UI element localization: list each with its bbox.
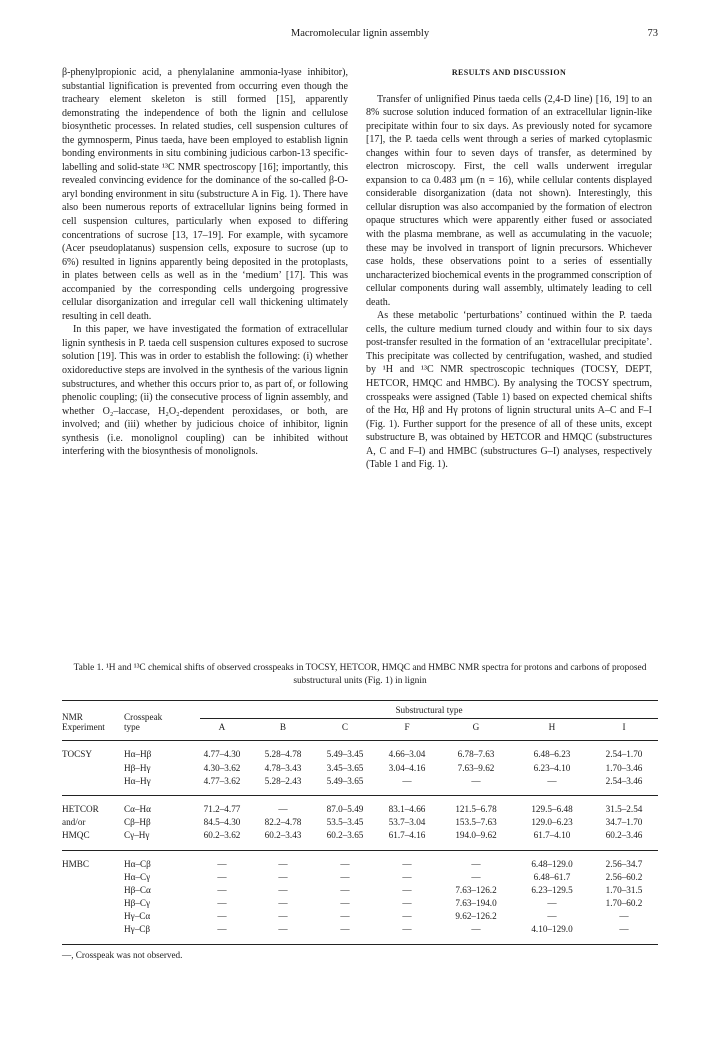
experiment-cell: HMQC — [62, 830, 90, 841]
value-cell: 53.7–3.04 — [388, 817, 426, 828]
value-cell: 60.2–3.46 — [605, 830, 643, 841]
value-cell: 6.23–4.10 — [533, 762, 571, 773]
value-cell: — — [278, 803, 288, 814]
value-cell: 5.28–4.78 — [264, 749, 302, 760]
group-header — [192, 701, 658, 723]
value-cell: 4.77–4.30 — [203, 749, 241, 760]
col-crosspeak-header-2: type — [124, 722, 140, 733]
value-cell: — — [217, 871, 227, 882]
value-cell: — — [402, 884, 412, 895]
col-header-G: G — [472, 722, 480, 733]
value-cell: 7.63–194.0 — [455, 898, 497, 909]
value-cell: — — [471, 775, 481, 786]
value-cell: — — [278, 871, 288, 882]
col-header-A: A — [218, 722, 226, 733]
col-header-C: C — [341, 722, 349, 733]
value-cell: 3.04–4.16 — [388, 762, 426, 773]
value-cell: — — [547, 911, 557, 922]
spacer-row — [62, 741, 658, 750]
value-cell: 2.56–60.2 — [605, 871, 643, 882]
right-column — [366, 66, 652, 472]
value-cell: 129.5–6.48 — [531, 803, 573, 814]
value-cell: 5.49–3.45 — [326, 749, 364, 760]
experiment-cell — [62, 924, 124, 944]
crosspeak-type-cell: Hβ–Cα — [124, 884, 151, 895]
body-paragraph: As these metabolic ‘perturbations’ continued within the P. taeda cells, the culture medium turned cloudy and within four to six days post-transfer resulted in the formation of an ‘extracellular precipitate’. This precipitate was collected by centrifugation, washed, and studied by ¹H and ¹³C NMR spectroscopic techniques (TOCSY, DEPT, HETCOR, HMQC and HMBC). By analysing the TOCSY spectrum, crosspeaks were assigned (Table 1) based on expected chemical shifts of the Hα, Hβ and Hγ protons of lignin structural units A–C and F–I (Fig. 1). Further support for the presence of all of these units, except substructure B, was obtained by HETCOR and HMQC (substructures A, C and F–I) and HMBC (substructures G–I) analyses, respectively (Table 1 and Fig. 1). — [366, 310, 652, 471]
table-row — [62, 830, 658, 850]
table-row — [62, 911, 658, 924]
value-cell: 6.78–7.63 — [457, 749, 495, 760]
experiment-cell — [62, 898, 124, 911]
value-cell: 4.77–3.62 — [203, 775, 241, 786]
table-row — [62, 749, 658, 762]
value-cell: 71.2–4.77 — [203, 803, 241, 814]
value-cell: 6.23–129.5 — [531, 884, 573, 895]
body-paragraph: β-phenylpropionic acid, a phenylalanine ammonia-lyase inhibitor), substantial lignification is prevented from occurring even though the tracheary element skeleton is still formed [15], apparently demonstrating the independence of both the lignin and cellulose biosynthetic processes. In related studies, cell suspension cultures of the gymnosperm, Pinus taeda, have been employed to establish lignin bonding environments in situ combining judicious carbon-13 specific-labelling and solid-state ¹³C NMR spectroscopy [16]; importantly, this revealed convincing evidence for the dominance of the so-called β-O-aryl bonding environment in situ (substructure A in Fig. 1). There have also been numerous reports of extracellular lignins being formed in cell suspension cultures, particularly when exposed to differing concentrations of sucrose [13, 17–19]. For example, with sycamore (Acer pseudoplatanus) suspension cells, exposure to sucrose (up to 6%) resulted in lignins apparently being deposited in the protoplasts, in plates between cells as well as in the ‘medium’ [17]. This was accompanied by the corresponding cells undergoing progressive cellular disorganization and irregular cell wall thickening ultimately resulting in cell death. — [62, 67, 348, 322]
crosspeak-type-cell: Cβ–Hβ — [124, 817, 151, 828]
value-cell: — — [402, 898, 412, 909]
value-cell: 5.49–3.65 — [326, 775, 364, 786]
value-cell: — — [340, 858, 350, 869]
value-cell: — — [340, 924, 350, 935]
crosspeak-type-cell: Hα–Cγ — [124, 871, 151, 882]
value-cell: — — [402, 911, 412, 922]
nmr-table — [62, 700, 658, 945]
value-cell: — — [278, 884, 288, 895]
value-cell: — — [547, 775, 557, 786]
crosspeak-type-cell: Hγ–Cβ — [124, 924, 151, 935]
value-cell: 82.2–4.78 — [264, 817, 302, 828]
value-cell: — — [340, 911, 350, 922]
col-header-H: H — [548, 722, 556, 733]
value-cell: — — [619, 911, 629, 922]
table-footnote: —, Crosspeak was not observed. — [62, 950, 183, 960]
spacer-row — [62, 795, 658, 804]
col-header-I: I — [622, 722, 626, 733]
value-cell: — — [471, 924, 481, 935]
value-cell: 6.48–129.0 — [531, 858, 573, 869]
value-cell: — — [278, 898, 288, 909]
crosspeak-type-cell: Hβ–Cγ — [124, 898, 151, 909]
value-cell: — — [402, 924, 412, 935]
table-row — [62, 885, 658, 898]
value-cell: 83.1–4.66 — [388, 803, 426, 814]
experiment-cell: HETCOR — [62, 803, 99, 814]
experiment-cell: and/or — [62, 817, 86, 828]
value-cell: 4.10–129.0 — [531, 924, 573, 935]
table-caption: Table 1. ¹H and ¹³C chemical shifts of observed crosspeaks in TOCSY, HETCOR, HMQC and HMBC NMR spectra for protons and carbons of proposed substructural units (Fig. 1) in lignin — [73, 663, 647, 686]
experiment-cell: HMBC — [62, 858, 90, 869]
value-cell: 61.7–4.10 — [533, 830, 571, 841]
value-cell: 3.45–3.65 — [326, 762, 364, 773]
section-heading: RESULTS AND DISCUSSION — [451, 68, 567, 77]
experiment-cell — [62, 885, 124, 898]
running-header — [62, 28, 658, 46]
value-cell: — — [402, 858, 412, 869]
table-row — [62, 898, 658, 911]
experiment-cell — [62, 763, 124, 776]
crosspeak-type-cell: Hα–Hγ — [124, 775, 151, 786]
value-cell: 6.48–6.23 — [533, 749, 571, 760]
value-cell: — — [278, 924, 288, 935]
value-cell: 2.54–1.70 — [605, 749, 643, 760]
value-cell: — — [217, 858, 227, 869]
value-cell: — — [217, 924, 227, 935]
value-cell: — — [402, 871, 412, 882]
value-cell: 87.0–5.49 — [326, 803, 364, 814]
crosspeak-type-cell: Hβ–Hγ — [124, 762, 151, 773]
value-cell: 1.70–31.5 — [605, 884, 643, 895]
value-cell: — — [217, 911, 227, 922]
value-cell: 2.56–34.7 — [605, 858, 643, 869]
value-cell: — — [547, 898, 557, 909]
crosspeak-type-cell: Cγ–Hγ — [124, 830, 150, 841]
experiment-cell: TOCSY — [62, 749, 92, 760]
value-cell: 34.7–1.70 — [605, 817, 643, 828]
value-cell: — — [278, 858, 288, 869]
value-cell: 5.28–2.43 — [264, 775, 302, 786]
value-cell: 4.66–3.04 — [388, 749, 426, 760]
value-cell: — — [402, 775, 412, 786]
value-cell: 53.5–3.45 — [326, 817, 364, 828]
experiment-cell — [62, 872, 124, 885]
substructural-type-label: Substructural type — [200, 705, 658, 719]
table-row — [62, 872, 658, 885]
value-cell: 121.5–6.78 — [455, 803, 497, 814]
crosspeak-type-cell: Hγ–Cα — [124, 911, 151, 922]
col-crosspeak-header: Crosspeak — [124, 712, 163, 723]
value-cell: 61.7–4.16 — [388, 830, 426, 841]
value-cell: 4.30–3.62 — [203, 762, 241, 773]
value-cell: 6.48–61.7 — [533, 871, 571, 882]
crosspeak-type-cell: Hα–Cβ — [124, 858, 151, 869]
value-cell: — — [619, 924, 629, 935]
table-row — [62, 817, 658, 830]
value-cell: 1.70–60.2 — [605, 898, 643, 909]
crosspeak-type-cell: Hα–Hβ — [124, 749, 152, 760]
value-cell: — — [340, 884, 350, 895]
value-cell: 2.54–3.46 — [605, 775, 643, 786]
value-cell: 9.62–126.2 — [455, 911, 497, 922]
body-paragraph: In this paper, we have investigated the formation of extracellular lignin synthesis in P. taeda cell suspension cultures exposed to sucrose solution [19]. This was in order to establish the following: (i) whether oxidoreductive steps are involved in the synthesis of the various lignin substructures, and whether this occurs prior to, as part of, or following phenolic coupling; (ii) the consecutive process of lignin assembly, and whether O₂–laccase, H₂O₂-dependent peroxidases, or both, are involved; and (iii) whether by judicious choice of inhibitor, lignin synthesis (i.e. monolignol coupling) can be inhibited without interfering with the biosynthesis of monolignols. — [62, 324, 348, 458]
value-cell: 7.63–126.2 — [455, 884, 497, 895]
value-cell: 7.63–9.62 — [457, 762, 495, 773]
value-cell: — — [340, 898, 350, 909]
col-header-F: F — [404, 722, 410, 733]
value-cell: 84.5–4.30 — [203, 817, 241, 828]
value-cell: 31.5–2.54 — [605, 803, 643, 814]
value-cell: 4.78–3.43 — [264, 762, 302, 773]
col-header-B: B — [279, 722, 287, 733]
crosspeak-type-cell: Cα–Hα — [124, 803, 151, 814]
table-row — [62, 924, 658, 944]
body-paragraph: Transfer of unlignified Pinus taeda cells (2,4-D line) [16, 19] to an 8% sucrose solution induced formation of an extracellular lignin-like precipitate within four to six days. As previously noted for sycamore [17], the P. taeda cells went through a series of marked cytoplasmic changes within four to seven days of transfer, as determined by electron microscopy. First, the cell walls underwent irregular expansion to ca 0.483 μm (n = 16), while cellular contents displayed considerable disorganization (data not shown). Interestingly, this cellular disruption was also accompanied by the formation of electron opaque structures which were apparently either fused or associated with the plasma membrane, as well as accumulating in the vacuole; these may be involved in transport of lignin precursors. Whichever case holds, these observations point to a series of essentially uncharacterized biochemical events in the programmed conscription of cellular components during wall assembly, ultimately leading to cell death. — [366, 93, 652, 308]
spacer-row — [62, 850, 658, 859]
value-cell: — — [217, 884, 227, 895]
page-number: 73 — [647, 28, 658, 39]
value-cell: — — [217, 898, 227, 909]
running-title: Macromolecular lignin assembly — [290, 28, 430, 39]
left-column — [62, 66, 348, 459]
col-nmr-header-2: Experiment — [62, 722, 105, 733]
col-nmr-header: NMR — [62, 712, 83, 723]
experiment-cell — [62, 911, 124, 924]
value-cell: 194.0–9.62 — [455, 830, 497, 841]
value-cell: — — [278, 911, 288, 922]
value-cell: — — [340, 871, 350, 882]
value-cell: 153.5–7.63 — [455, 817, 497, 828]
value-cell: — — [471, 871, 481, 882]
table-row — [62, 804, 658, 817]
value-cell: 60.2–3.65 — [326, 830, 364, 841]
experiment-cell — [62, 776, 124, 796]
value-cell: 60.2–3.43 — [264, 830, 302, 841]
table-row — [62, 763, 658, 776]
table-row — [62, 776, 658, 796]
value-cell: 60.2–3.62 — [203, 830, 241, 841]
value-cell: 1.70–3.46 — [605, 762, 643, 773]
table-row — [62, 859, 658, 872]
value-cell: — — [471, 858, 481, 869]
value-cell: 129.0–6.23 — [531, 817, 573, 828]
